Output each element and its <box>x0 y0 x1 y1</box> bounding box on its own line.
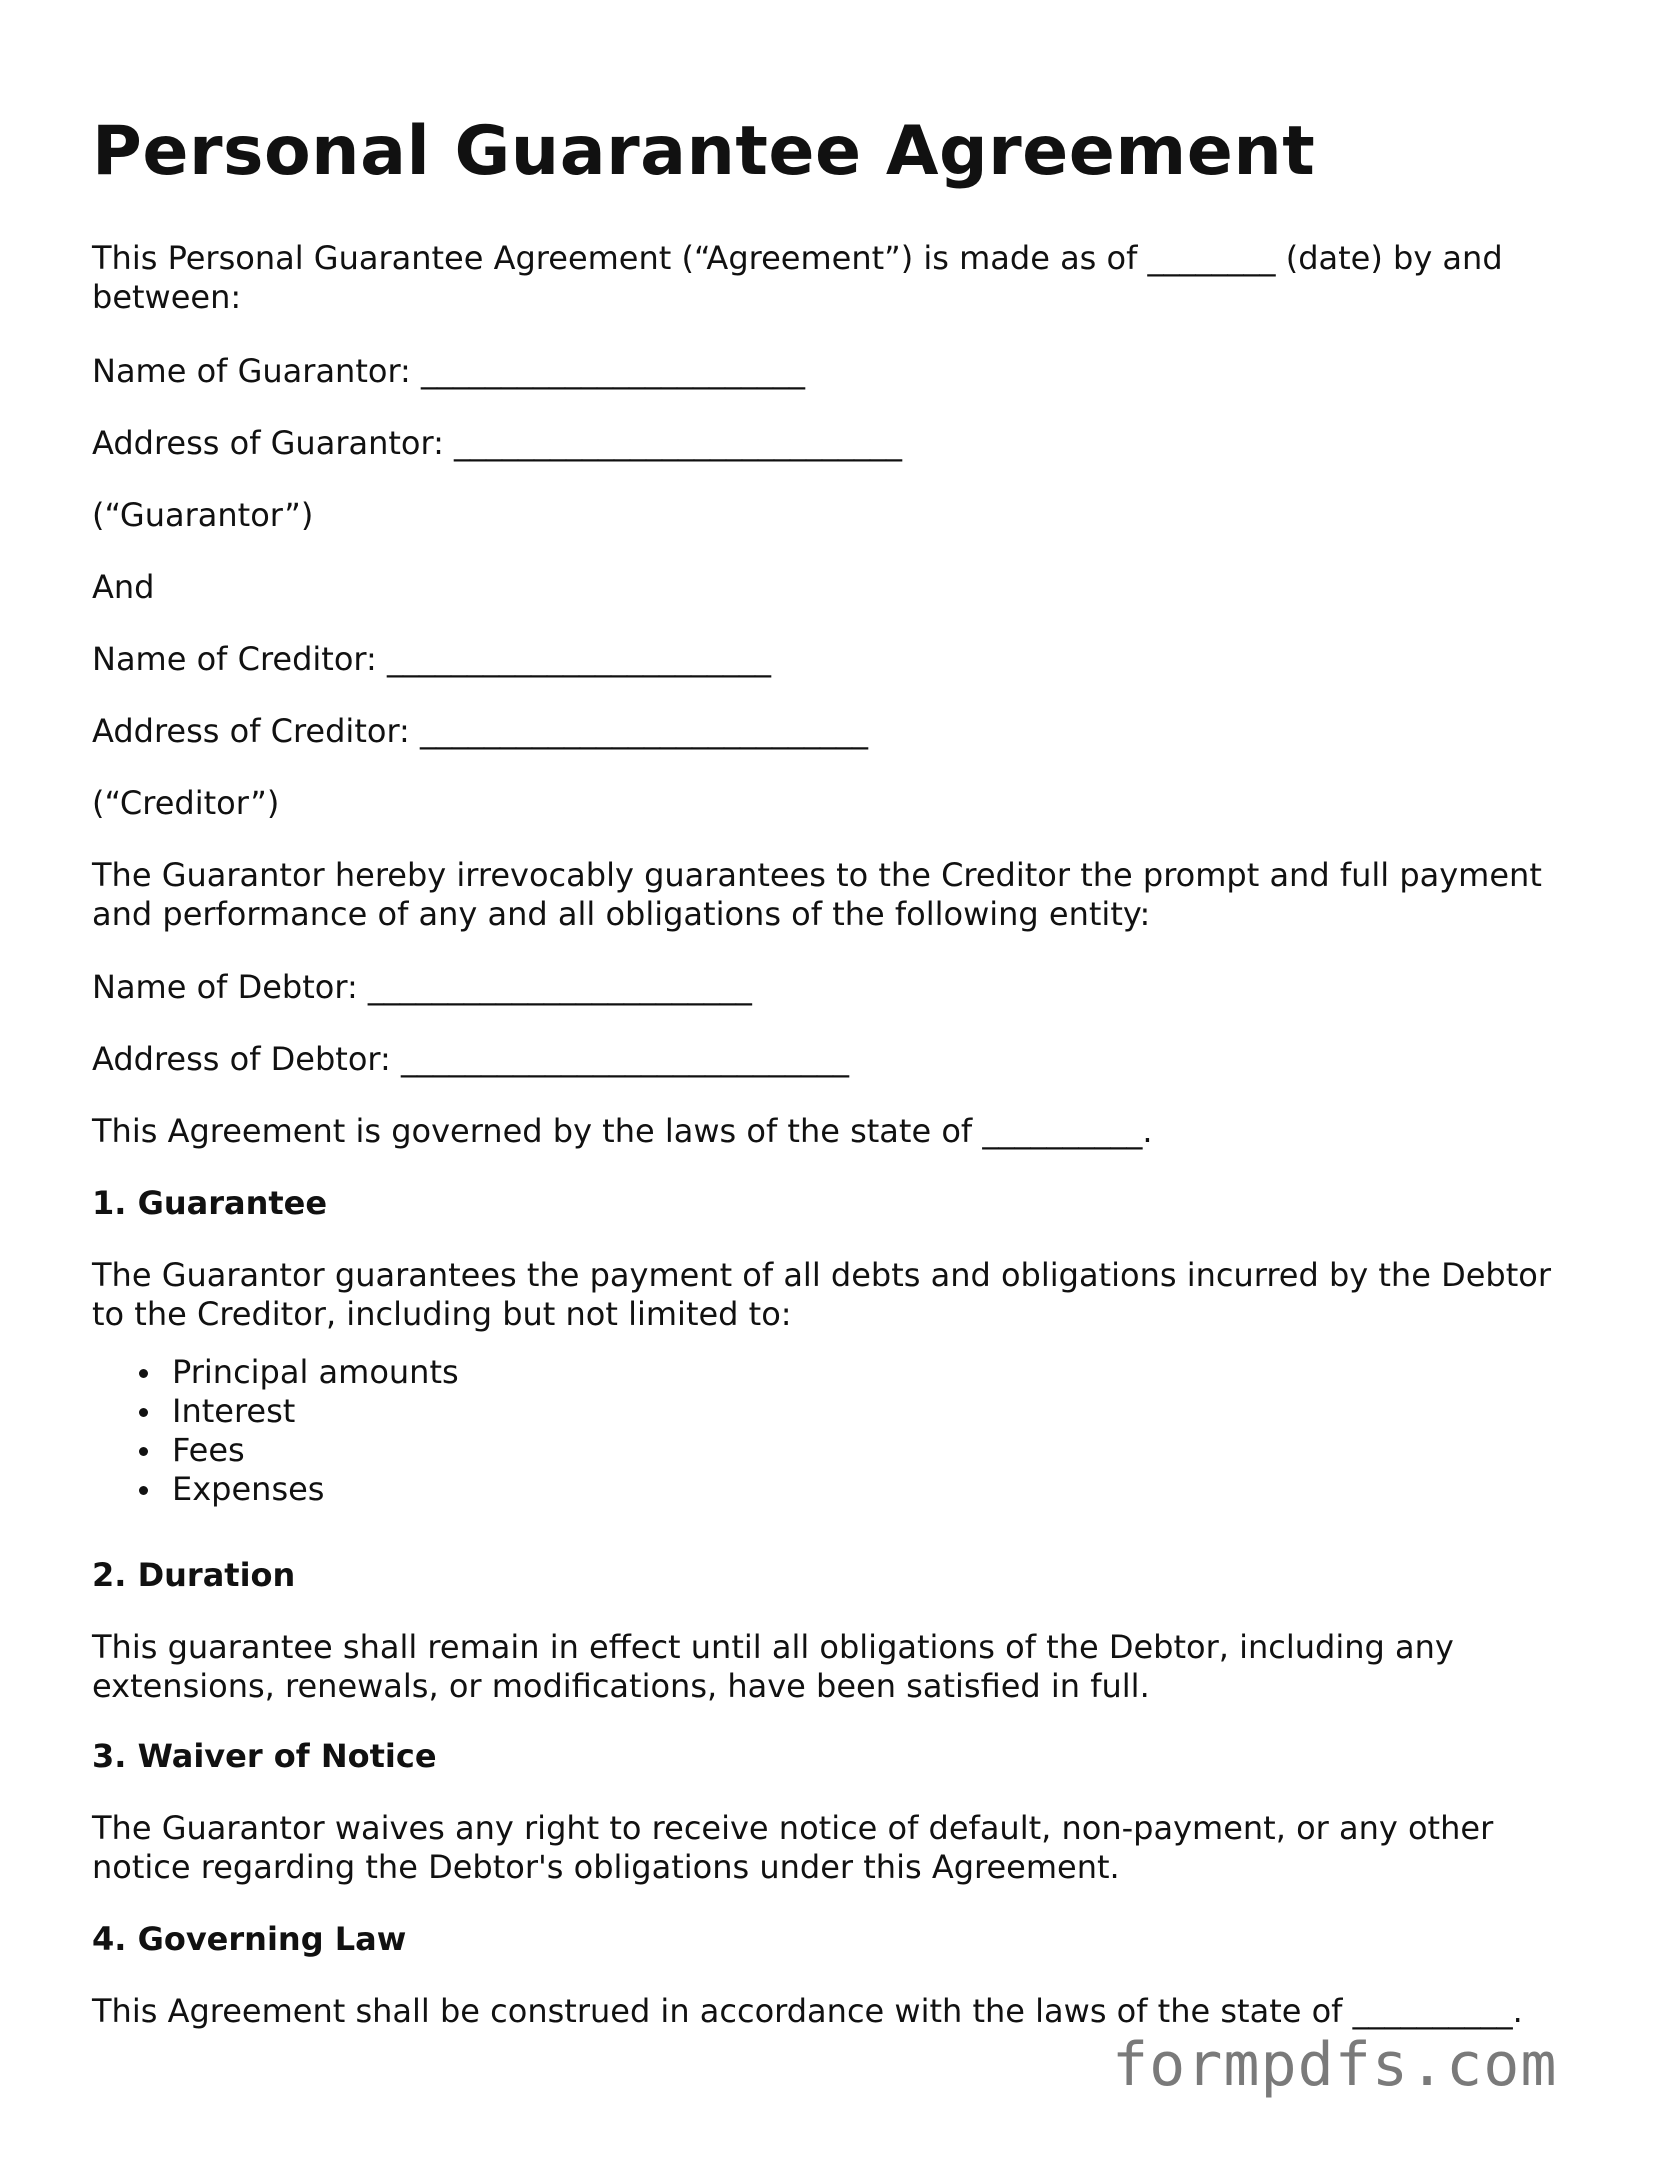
section-heading-waiver: 3. Waiver of Notice <box>92 1737 437 1775</box>
section-heading-guarantee: 1. Guarantee <box>92 1184 328 1222</box>
section-guarantee-line-1: The Guarantor guarantees the payment of all debts and obligations incurred by the Debtor <box>92 1256 1551 1294</box>
creditor-label: (“Creditor”) <box>92 784 280 822</box>
debtor-name-field: Name of Debtor: ________________________ <box>92 968 752 1006</box>
list-item <box>92 1470 459 1509</box>
section-duration-line-1: This guarantee shall remain in effect until all obligations of the Debtor, including any <box>92 1628 1454 1666</box>
page-title: Personal Guarantee Agreement <box>92 112 1316 191</box>
debtor-address-field: Address of Debtor: ____________________________ <box>92 1040 849 1078</box>
section-heading-duration: 2. Duration <box>92 1556 296 1594</box>
guarantor-address-field: Address of Guarantor: ____________________________ <box>92 424 903 462</box>
guarantee-statement-line-1: The Guarantor hereby irrevocably guarantees to the Creditor the prompt and full payment <box>92 856 1542 894</box>
list-item-text: Fees <box>172 1431 245 1469</box>
intro-line-1: This Personal Guarantee Agreement (“Agreement”) is made as of ________ (date) by and <box>92 239 1503 277</box>
list-item <box>92 1431 459 1470</box>
list-item-text: Principal amounts <box>172 1353 459 1391</box>
guarantor-label: (“Guarantor”) <box>92 496 314 534</box>
governed-by-text: This Agreement is governed by the laws of the state of __________. <box>92 1112 1153 1150</box>
guarantee-bullet-list <box>92 1353 459 1509</box>
section-duration-line-2: extensions, renewals, or modifications, have been satisfied in full. <box>92 1667 1150 1705</box>
and-text: And <box>92 568 155 606</box>
creditor-address-field: Address of Creditor: ____________________________ <box>92 712 868 750</box>
section-guarantee-line-2: to the Creditor, including but not limited to: <box>92 1295 792 1333</box>
bullet-icon <box>139 1408 148 1417</box>
list-item-text: Interest <box>172 1392 296 1430</box>
section-heading-governing-law: 4. Governing Law <box>92 1920 407 1958</box>
section-governing-law-line-1: This Agreement shall be construed in accordance with the laws of the state of __________. <box>92 1992 1523 2030</box>
section-waiver-line-2: notice regarding the Debtor's obligations under this Agreement. <box>92 1848 1120 1886</box>
list-item-text: Expenses <box>172 1470 325 1508</box>
list-item <box>92 1353 459 1392</box>
bullet-icon <box>139 1447 148 1456</box>
bullet-icon <box>139 1369 148 1378</box>
creditor-name-field: Name of Creditor: ________________________ <box>92 640 771 678</box>
section-waiver-line-1: The Guarantor waives any right to receive notice of default, non-payment, or any other <box>92 1809 1494 1847</box>
list-item <box>92 1392 459 1431</box>
guarantor-name-field: Name of Guarantor: ________________________ <box>92 352 805 390</box>
guarantee-statement-line-2: and performance of any and all obligations of the following entity: <box>92 895 1151 933</box>
bullet-icon <box>139 1486 148 1495</box>
intro-line-2: between: <box>92 278 242 316</box>
watermark: formpdfs.com <box>1112 2030 1558 2100</box>
